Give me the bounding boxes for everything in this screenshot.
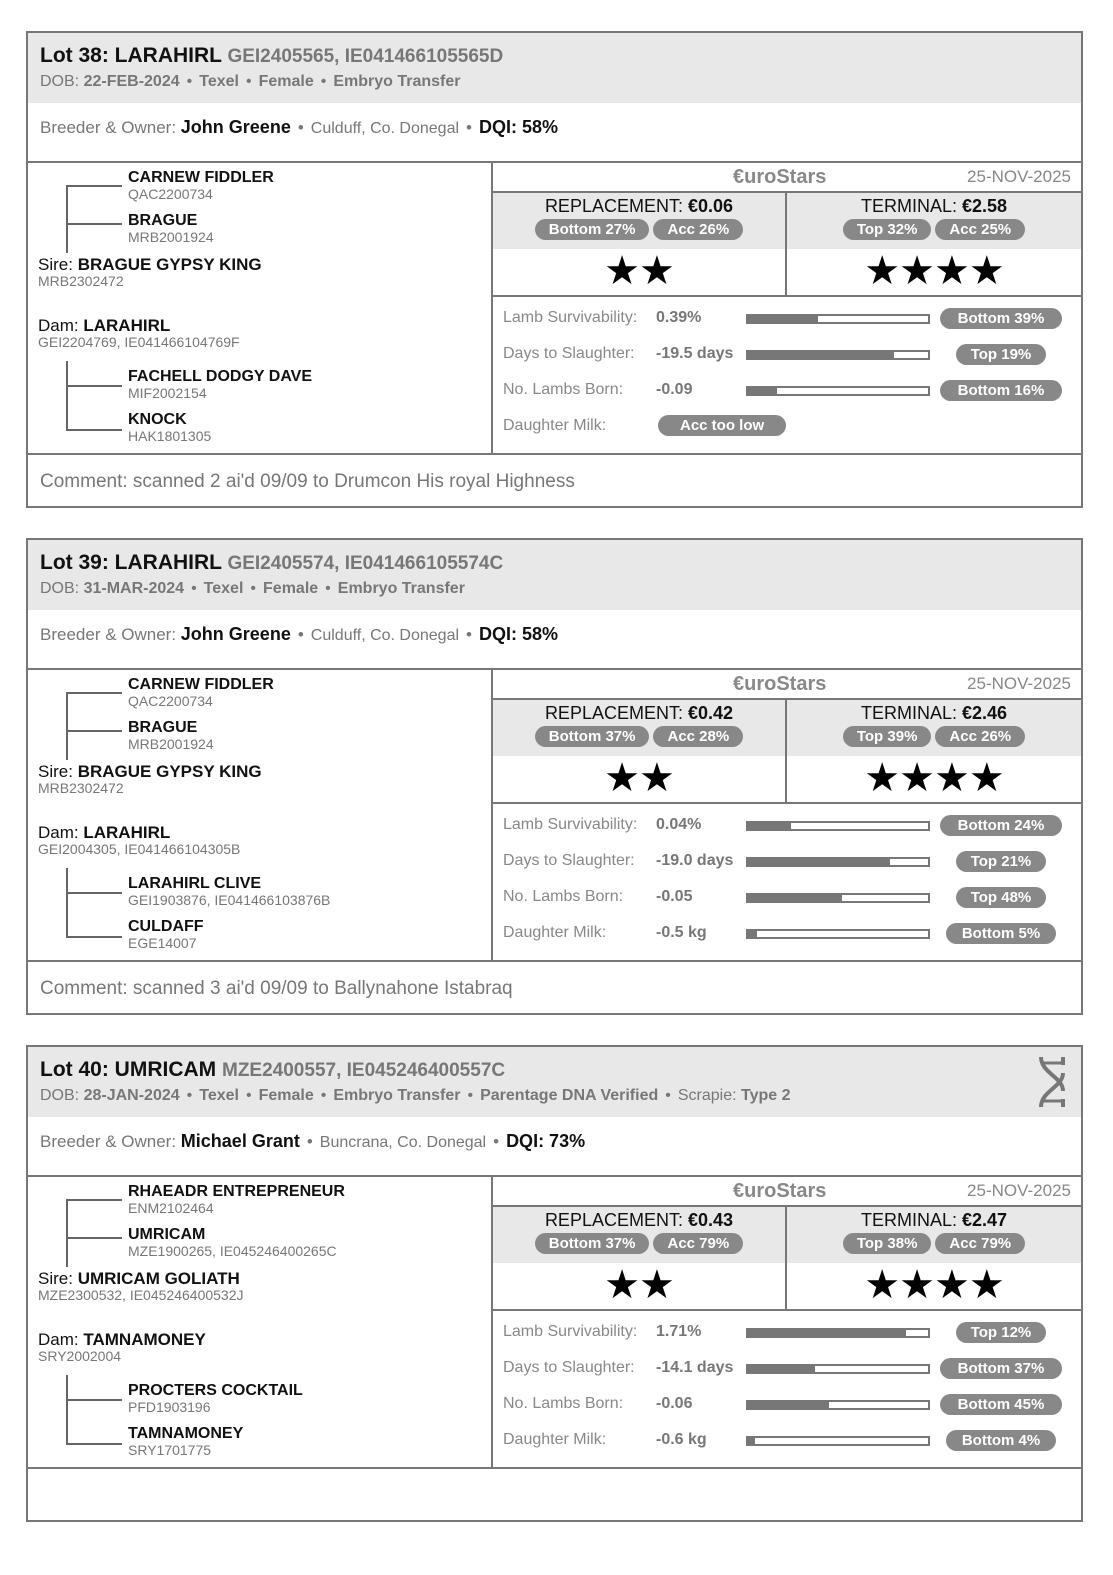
lot-body (28, 670, 1081, 960)
replacement-value: €0.06 (688, 196, 734, 216)
eurostars-date: 25-NOV-2025 (967, 167, 1071, 186)
trait-row: Lamb Survivability: 0.04% Bottom 24% (503, 812, 1073, 842)
dam-sire-name: PROCTERS COCKTAIL (128, 1382, 303, 1399)
index-row (493, 1207, 1081, 1311)
trait-rank-badge: Bottom 39% (940, 308, 1062, 329)
dqi: DQI: 58% (478, 117, 559, 137)
replacement-rank-badge: Bottom 27% (535, 219, 650, 240)
lot-title: Lot 40: UMRICAM MZE2400557, IE045246400557C (40, 1058, 506, 1081)
replacement-acc-badge: Acc 26% (653, 219, 743, 240)
trait-row: Daughter Milk: Acc too low (503, 413, 1073, 443)
trait-bar (746, 857, 930, 867)
sire: Sire: BRAGUE GYPSY KING (38, 762, 262, 781)
pedigree-connector (66, 1199, 122, 1201)
trait-rank-badge: Top 12% (956, 1322, 1046, 1343)
trait-row: Daughter Milk: -0.6 kg Bottom 4% (503, 1427, 1073, 1457)
dna-helix-icon (1035, 1055, 1069, 1109)
owner-location: Culduff, Co. Donegal (310, 627, 460, 644)
lot-details: DOB: 31-MAR-2024 • Texel • Female • Embryo Transfer (40, 580, 465, 597)
terminal-star-rating: ★★★★ (864, 756, 1004, 800)
pedigree-connector (66, 361, 68, 429)
lot-title: Lot 38: LARAHIRL GEI2405565, IE041466105565D (40, 44, 504, 67)
breed: Texel (199, 1087, 239, 1104)
dam-code: SRY2002004 (38, 1348, 122, 1364)
dam-code: GEI2004305, IE041466104305B (38, 841, 241, 857)
trait-bar (746, 1436, 930, 1446)
trait-bar (746, 1328, 930, 1338)
terminal-value: €2.47 (961, 1210, 1008, 1230)
traits-list (493, 1311, 1081, 1465)
sire-dam-name: UMRICAM (128, 1226, 206, 1243)
trait-row: Days to Slaughter: -19.5 days Top 19% (503, 341, 1073, 371)
trait-bar (746, 893, 930, 903)
sire-sire-name: RHAEADR ENTREPRENEUR (128, 1183, 345, 1200)
sire-dam-name: BRAGUE (128, 212, 198, 229)
terminal-acc-badge: Acc 26% (935, 726, 1025, 747)
dam-dam-code: HAK1801305 (128, 428, 212, 444)
eurostars-brand: €uroStars (733, 1180, 827, 1202)
lot-ids: MZE2400557, IE045246400557C (222, 1060, 506, 1081)
terminal-value: €2.46 (961, 703, 1008, 723)
trait-bar (746, 1364, 930, 1374)
eurostars-date: 25-NOV-2025 (967, 1181, 1071, 1200)
replacement-star-rating: ★★ (604, 756, 674, 800)
dam-dam-code: EGE14007 (128, 935, 197, 951)
pedigree-connector (66, 385, 122, 387)
terminal-index: TERMINAL: €2.58 Top 32% Acc 25% ★★★★ (787, 193, 1081, 295)
sire-dam-name: BRAGUE (128, 719, 198, 736)
trait-bar (746, 350, 930, 360)
pedigree-connector (66, 730, 122, 732)
owner-name: John Greene (180, 624, 291, 644)
replacement-rank-badge: Bottom 37% (535, 1233, 650, 1254)
eurostars-panel (493, 1177, 1081, 1467)
trait-bar (746, 929, 930, 939)
dqi: DQI: 73% (506, 1131, 586, 1151)
trait-row: No. Lambs Born: -0.05 Top 48% (503, 884, 1073, 914)
pedigree-connector (66, 692, 122, 694)
lot-card (26, 538, 1083, 1015)
terminal-rank-badge: Top 39% (843, 726, 932, 747)
sire-dam-code: MRB2001924 (128, 736, 214, 752)
dam-sire-name: FACHELL DODGY DAVE (128, 368, 313, 385)
pedigree-connector (66, 429, 122, 431)
sire-name: UMRICAM GOLIATH (77, 1269, 240, 1288)
replacement-acc-badge: Acc 79% (653, 1233, 743, 1254)
eurostars-panel (493, 163, 1081, 453)
trait-bar (746, 1400, 930, 1410)
sire-name: BRAGUE GYPSY KING (77, 762, 262, 781)
eurostars-header (493, 670, 1081, 700)
sire-dam-code: MZE1900265, IE045246400265C (128, 1243, 337, 1259)
trait-row: Days to Slaughter: -14.1 days Bottom 37% (503, 1355, 1073, 1385)
breeder-row: Breeder & Owner: John Greene • Culduff, Co. Donegal • DQI: 58% (28, 610, 1081, 670)
sire-name: BRAGUE GYPSY KING (77, 255, 262, 274)
lot-comment (28, 1467, 1081, 1519)
dam-name: LARAHIRL (83, 316, 171, 335)
dam-dam-code: SRY1701775 (128, 1442, 212, 1458)
trait-row: Lamb Survivability: 1.71% Top 12% (503, 1319, 1073, 1349)
index-row (493, 700, 1081, 804)
breed: Texel (199, 73, 239, 90)
trait-rank-badge: Top 19% (956, 344, 1046, 365)
replacement-index: REPLACEMENT: €0.42 Bottom 37% Acc 28% ★★ (493, 700, 787, 802)
sire-sire-name: CARNEW FIDDLER (128, 169, 274, 186)
dqi: DQI: 58% (478, 624, 559, 644)
traits-list (493, 804, 1081, 958)
trait-row: Days to Slaughter: -19.0 days Top 21% (503, 848, 1073, 878)
index-row (493, 193, 1081, 297)
terminal-acc-badge: Acc 79% (935, 1233, 1025, 1254)
pedigree-connector (66, 1237, 122, 1239)
pedigree-panel (28, 1177, 493, 1467)
dam-name: TAMNAMONEY (83, 1330, 206, 1349)
method: Embryo Transfer (337, 580, 465, 597)
pedigree-connector (66, 1399, 122, 1401)
sire: Sire: BRAGUE GYPSY KING (38, 255, 262, 274)
trait-rank-badge: Top 21% (956, 851, 1046, 872)
owner-name: Michael Grant (180, 1131, 300, 1151)
owner-location: Culduff, Co. Donegal (310, 120, 460, 137)
owner-name: John Greene (180, 117, 291, 137)
pedigree-connector (66, 1199, 68, 1267)
pedigree-panel (28, 670, 493, 960)
lot-ids: GEI2405574, IE041466105574C (227, 553, 504, 574)
replacement-value: €0.43 (688, 1210, 734, 1230)
pedigree-connector (66, 1443, 122, 1445)
pedigree-panel (28, 163, 493, 453)
pedigree-connector (66, 185, 122, 187)
dam: Dam: LARAHIRL (38, 316, 171, 335)
traits-list (493, 297, 1081, 451)
lot-header (28, 1047, 1081, 1117)
lot-header (28, 33, 1081, 103)
trait-rank-badge: Bottom 24% (940, 815, 1062, 836)
dob: 22-FEB-2024 (83, 73, 180, 90)
scrapie-type: Type 2 (741, 1087, 791, 1104)
trait-bar (746, 821, 930, 831)
replacement-star-rating: ★★ (604, 249, 674, 293)
sire-sire-code: QAC2200734 (128, 186, 213, 202)
breeder-row: Breeder & Owner: Michael Grant • Buncrana, Co. Donegal • DQI: 73% (28, 1117, 1081, 1177)
lot-details: DOB: 22-FEB-2024 • Texel • Female • Embryo Transfer (40, 73, 461, 90)
terminal-rank-badge: Top 32% (843, 219, 932, 240)
trait-bar (746, 314, 930, 324)
dob: 28-JAN-2024 (83, 1087, 180, 1104)
dam-sire-code: PFD1903196 (128, 1399, 211, 1415)
pedigree-connector (66, 1375, 68, 1443)
dam-dam-name: KNOCK (128, 411, 187, 428)
dam-sire-code: MIF2002154 (128, 385, 207, 401)
lot-details: DOB: 28-JAN-2024 • Texel • Female • Embryo Transfer • Parentage DNA Verified • Scrapie: Type 2 (40, 1087, 791, 1104)
terminal-rank-badge: Top 38% (843, 1233, 932, 1254)
pedigree-connector (66, 185, 68, 253)
eurostars-date: 25-NOV-2025 (967, 674, 1071, 693)
terminal-acc-badge: Acc 25% (935, 219, 1025, 240)
sex: Female (263, 580, 319, 597)
terminal-index: TERMINAL: €2.47 Top 38% Acc 79% ★★★★ (787, 1207, 1081, 1309)
lot-body (28, 1177, 1081, 1467)
sire: Sire: UMRICAM GOLIATH (38, 1269, 240, 1288)
pedigree-connector (66, 892, 122, 894)
pedigree-connector (66, 223, 122, 225)
dam-code: GEI2204769, IE041466104769F (38, 334, 240, 350)
trait-row: Lamb Survivability: 0.39% Bottom 39% (503, 305, 1073, 335)
sire-code: MRB2302472 (38, 273, 124, 289)
pedigree-connector (66, 868, 68, 936)
trait-rank-badge: Bottom 4% (946, 1430, 1056, 1451)
replacement-index: REPLACEMENT: €0.43 Bottom 37% Acc 79% ★★ (493, 1207, 787, 1309)
lot-comment: Comment: scanned 2 ai'd 09/09 to Drumcon His royal Highness (28, 453, 1081, 505)
lot-card (26, 1045, 1083, 1522)
sire-code: MZE2300532, IE045246400532J (38, 1287, 244, 1303)
owner-location: Buncrana, Co. Donegal (319, 1134, 487, 1151)
replacement-star-rating: ★★ (604, 1263, 674, 1307)
replacement-value: €0.42 (688, 703, 734, 723)
trait-rank-badge: Top 48% (956, 887, 1046, 908)
dna-status: Parentage DNA Verified (480, 1087, 659, 1104)
sire-sire-name: CARNEW FIDDLER (128, 676, 274, 693)
replacement-rank-badge: Bottom 37% (535, 726, 650, 747)
replacement-acc-badge: Acc 28% (653, 726, 743, 747)
trait-rank-badge: Acc too low (658, 415, 786, 436)
terminal-index: TERMINAL: €2.46 Top 39% Acc 26% ★★★★ (787, 700, 1081, 802)
method: Embryo Transfer (333, 73, 461, 90)
lot-title: Lot 39: LARAHIRL GEI2405574, IE041466105574C (40, 551, 504, 574)
sire-dam-code: MRB2001924 (128, 229, 214, 245)
trait-row: No. Lambs Born: -0.06 Bottom 45% (503, 1391, 1073, 1421)
breeder-row: Breeder & Owner: John Greene • Culduff, Co. Donegal • DQI: 58% (28, 103, 1081, 163)
dam: Dam: TAMNAMONEY (38, 1330, 206, 1349)
sex: Female (258, 73, 314, 90)
eurostars-header (493, 163, 1081, 193)
sire-sire-code: QAC2200734 (128, 693, 213, 709)
dob: 31-MAR-2024 (83, 580, 185, 597)
trait-rank-badge: Bottom 5% (946, 923, 1056, 944)
lot-comment: Comment: scanned 3 ai'd 09/09 to Ballynahone Istabraq (28, 960, 1081, 1012)
dam: Dam: LARAHIRL (38, 823, 171, 842)
trait-rank-badge: Bottom 45% (940, 1394, 1062, 1415)
terminal-value: €2.58 (961, 196, 1008, 216)
lot-header (28, 540, 1081, 610)
eurostars-brand: €uroStars (733, 166, 827, 188)
terminal-star-rating: ★★★★ (864, 249, 1004, 293)
pedigree-connector (66, 936, 122, 938)
dam-dam-name: TAMNAMONEY (128, 1425, 244, 1442)
eurostars-brand: €uroStars (733, 673, 827, 695)
trait-rank-badge: Bottom 37% (940, 1358, 1062, 1379)
terminal-star-rating: ★★★★ (864, 1263, 1004, 1307)
eurostars-panel (493, 670, 1081, 960)
dam-sire-name: LARAHIRL CLIVE (128, 875, 262, 892)
dam-dam-name: CULDAFF (128, 918, 204, 935)
dam-sire-code: GEI1903876, IE041466103876B (128, 892, 331, 908)
sire-code: MRB2302472 (38, 780, 124, 796)
trait-rank-badge: Bottom 16% (940, 380, 1062, 401)
lot-card (26, 31, 1083, 508)
pedigree-connector (66, 692, 68, 760)
lot-ids: GEI2405565, IE041466105565D (227, 46, 504, 67)
trait-row: No. Lambs Born: -0.09 Bottom 16% (503, 377, 1073, 407)
trait-row: Daughter Milk: -0.5 kg Bottom 5% (503, 920, 1073, 950)
sex: Female (258, 1087, 314, 1104)
sire-sire-code: ENM2102464 (128, 1200, 214, 1216)
lot-body (28, 163, 1081, 453)
breed: Texel (203, 580, 244, 597)
method: Embryo Transfer (333, 1087, 461, 1104)
dam-name: LARAHIRL (83, 823, 171, 842)
eurostars-header (493, 1177, 1081, 1207)
replacement-index: REPLACEMENT: €0.06 Bottom 27% Acc 26% ★★ (493, 193, 787, 295)
trait-bar (746, 386, 930, 396)
